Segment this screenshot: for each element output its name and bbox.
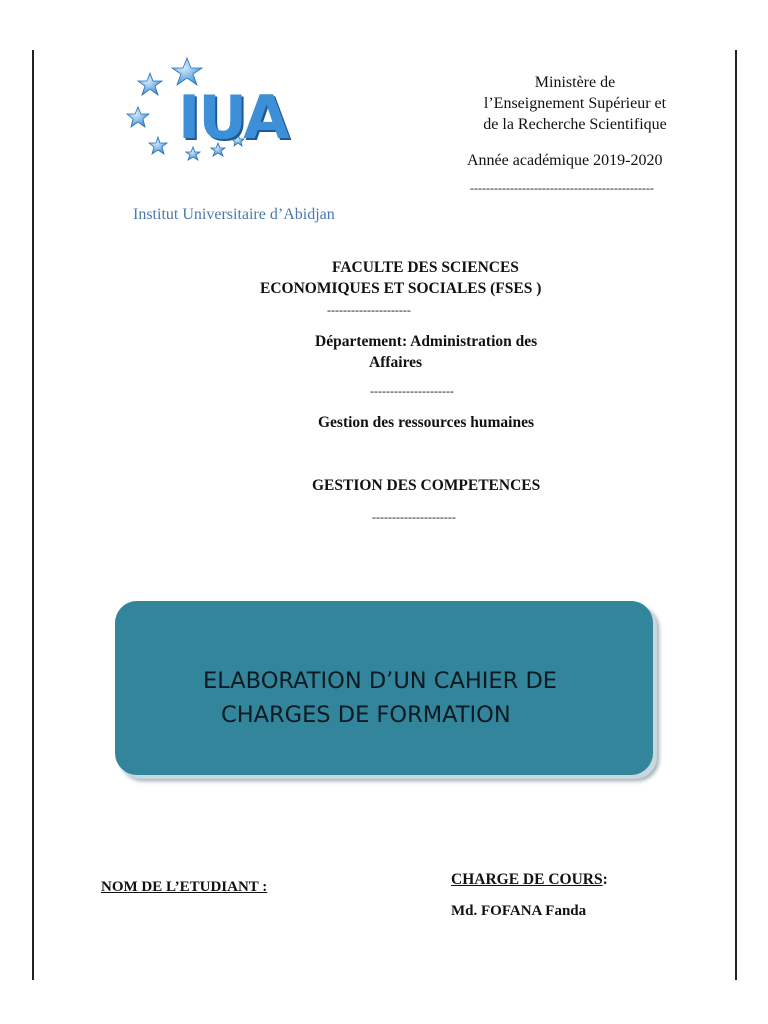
ministry-line: de la Recherche Scientifique xyxy=(483,116,667,133)
charge-label: CHARGE DE COURS xyxy=(451,871,603,888)
document-title xyxy=(203,664,557,732)
department-line: Département: Administration des xyxy=(315,333,538,350)
separator: --------------------- xyxy=(372,510,456,524)
title-line: CHARGES DE FORMATION xyxy=(221,702,511,728)
separator: --------------------- xyxy=(327,303,411,317)
subject-name: GESTION DES COMPETENCES xyxy=(312,477,541,494)
ministry-line: l’Enseignement Supérieur et xyxy=(483,95,667,112)
logo-text: IUA xyxy=(178,83,288,153)
course-instructor-label xyxy=(451,871,608,889)
course-name: Gestion des ressources humaines xyxy=(318,414,535,431)
department-title xyxy=(315,331,595,373)
ministry-line: Ministère de xyxy=(534,74,616,91)
charge-colon: : xyxy=(602,871,608,888)
separator: --------------------- xyxy=(370,384,454,398)
separator: ---------------------------------------------- xyxy=(470,181,654,195)
faculty-title xyxy=(240,257,640,299)
page-border-right xyxy=(735,50,737,980)
title-line: ELABORATION D’UN CAHIER DE xyxy=(203,668,557,694)
department-line: Affaires xyxy=(369,354,423,371)
page-border-left xyxy=(32,50,34,980)
institute-name: Institut Universitaire d’Abidjan xyxy=(133,206,335,223)
document-title-box xyxy=(115,601,653,775)
ministry-block xyxy=(460,72,690,135)
student-name-label: NOM DE L’ETUDIANT : xyxy=(101,879,268,895)
academic-year: Année académique 2019-2020 xyxy=(467,152,663,169)
faculty-line: ECONOMIQUES ET SOCIALES (FSES ) xyxy=(260,280,542,297)
instructor-name: Md. FOFANA Fanda xyxy=(451,903,587,919)
faculty-line: FACULTE DES SCIENCES xyxy=(332,259,519,276)
iua-logo xyxy=(120,55,320,165)
